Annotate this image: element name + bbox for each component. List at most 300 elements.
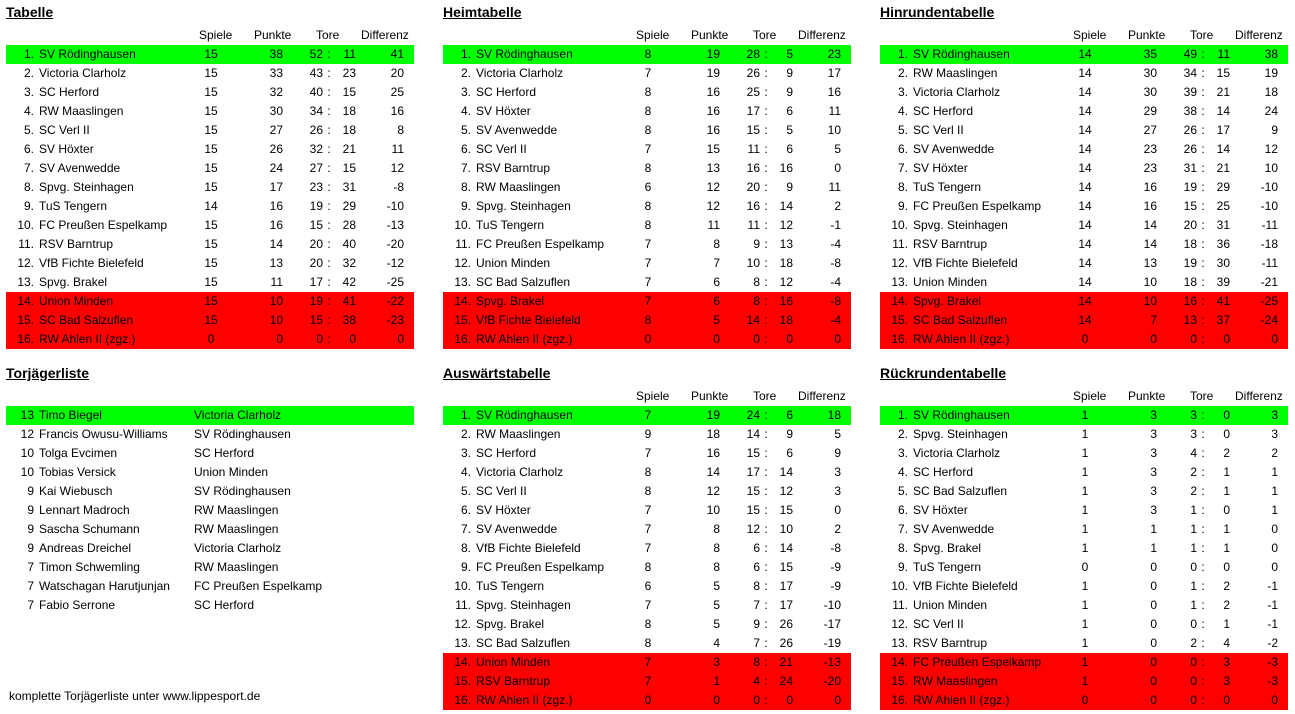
goals-cell: 12 (20, 427, 34, 441)
goals-for-cell: 19 (1183, 256, 1197, 270)
difference-cell: 0 (834, 332, 841, 346)
team-cell: Spvg. Steinhagen (476, 598, 571, 612)
table-row (443, 292, 851, 311)
table-row (880, 539, 1288, 558)
team-cell: SC Bad Salzuflen (913, 484, 1008, 498)
rank-cell: 1. (897, 47, 908, 61)
goal-separator: : (764, 123, 768, 137)
games-cell: 1 (1081, 636, 1089, 650)
table-body (880, 406, 1288, 710)
difference-cell: 41 (390, 47, 404, 61)
goals-for-cell: 0 (1190, 655, 1197, 669)
goals-for-cell: 0 (1190, 332, 1197, 346)
goal-separator: : (1201, 427, 1205, 441)
rank-cell: 15. (891, 674, 908, 688)
difference-cell: 0 (834, 161, 841, 175)
table-row (880, 159, 1288, 178)
table-row (880, 425, 1288, 444)
player-team-cell: Union Minden (194, 465, 269, 479)
points-cell: 0 (1150, 693, 1157, 707)
rank-cell: 3. (460, 446, 471, 460)
goal-separator: : (1201, 332, 1205, 346)
team-cell: TuS Tengern (476, 579, 545, 593)
games-cell: 14 (1078, 85, 1092, 99)
table-row (880, 254, 1288, 273)
column-header-points: Punkte (254, 28, 292, 42)
goals-for-cell: 12 (746, 522, 760, 536)
table-row (880, 577, 1288, 596)
points-cell: 16 (1143, 180, 1157, 194)
team-cell: FC Preußen Espelkamp (476, 560, 605, 574)
scorer-row (6, 463, 414, 482)
goals-for-cell: 0 (753, 332, 760, 346)
games-cell: 14 (1078, 47, 1092, 61)
team-cell: SV Avenwedde (913, 142, 995, 156)
goals-for-cell: 15 (746, 123, 760, 137)
points-cell: 24 (269, 161, 283, 175)
points-cell: 16 (706, 104, 720, 118)
goal-separator: : (764, 142, 768, 156)
team-cell: RSV Barntrup (476, 674, 551, 688)
difference-cell: 0 (1271, 541, 1278, 555)
goals-against-cell: 31 (342, 180, 356, 194)
games-cell: 8 (644, 123, 652, 137)
column-header-games: Spiele (1073, 389, 1107, 403)
goals-for-cell: 1 (1190, 598, 1197, 612)
table-header-row (880, 387, 1288, 406)
goals-against-cell: 1 (1223, 541, 1230, 555)
table-row (443, 691, 851, 710)
goals-against-cell: 14 (779, 465, 793, 479)
table-row (880, 178, 1288, 197)
rank-cell: 14. (454, 294, 471, 308)
team-cell: SC Verl II (476, 142, 527, 156)
goals-for-cell: 17 (309, 275, 323, 289)
difference-cell: 0 (1271, 332, 1278, 346)
team-cell: RW Ahlen II (zgz.) (913, 693, 1010, 707)
games-cell: 8 (644, 617, 652, 631)
goal-separator: : (327, 256, 331, 270)
games-cell: 1 (1081, 579, 1089, 593)
rank-cell: 16. (454, 693, 471, 707)
games-cell: 14 (1078, 256, 1092, 270)
player-name-cell: Tobias Versick (39, 465, 116, 479)
goal-separator: : (327, 66, 331, 80)
team-cell: Spvg. Brakel (39, 275, 108, 289)
rank-cell: 13. (17, 275, 34, 289)
goals-for-cell: 15 (746, 503, 760, 517)
column-header-games: Spiele (636, 28, 670, 42)
goals-against-cell: 1 (1223, 484, 1230, 498)
goal-separator: : (764, 332, 768, 346)
player-name-cell: Francis Owusu-Williams (39, 427, 168, 441)
rank-cell: 1. (460, 47, 471, 61)
goal-separator: : (327, 123, 331, 137)
goals-against-cell: 30 (1216, 256, 1230, 270)
table-row (6, 330, 414, 349)
difference-cell: -8 (830, 294, 841, 308)
table-row (6, 121, 414, 140)
team-cell: TuS Tengern (39, 199, 108, 213)
team-cell: RW Ahlen II (zgz.) (913, 332, 1010, 346)
games-cell: 14 (1078, 142, 1092, 156)
goals-against-cell: 0 (786, 332, 793, 346)
column-header-goals: Tore (316, 28, 340, 42)
difference-cell: -10 (1260, 180, 1278, 194)
goals-for-cell: 34 (309, 104, 323, 118)
goal-separator: : (327, 85, 331, 99)
scorer-row (6, 425, 414, 444)
goal-separator: : (764, 180, 768, 194)
column-header-goals: Tore (753, 28, 777, 42)
games-cell: 7 (644, 655, 652, 669)
rank-cell: 10. (17, 218, 34, 232)
goals-against-cell: 1 (1223, 465, 1230, 479)
games-cell: 0 (207, 332, 215, 346)
goals-against-cell: 18 (779, 313, 793, 327)
team-cell: RW Maaslingen (913, 66, 998, 80)
rank-cell: 10. (454, 579, 471, 593)
rank-cell: 15. (17, 313, 34, 327)
table-title: Heimtabelle (443, 4, 522, 20)
goals-against-cell: 29 (1216, 180, 1230, 194)
rank-cell: 5. (23, 123, 34, 137)
difference-cell: -9 (830, 560, 841, 574)
rank-cell: 2. (897, 66, 908, 80)
goal-separator: : (764, 408, 768, 422)
goal-separator: : (764, 522, 768, 536)
goals-against-cell: 0 (786, 693, 793, 707)
points-cell: 0 (1150, 674, 1157, 688)
difference-cell: -1 (1267, 617, 1278, 631)
goals-against-cell: 6 (786, 408, 793, 422)
goals-for-cell: 39 (1183, 85, 1197, 99)
games-cell: 15 (204, 237, 218, 251)
goals-for-cell: 8 (753, 275, 760, 289)
team-cell: Union Minden (913, 598, 988, 612)
difference-cell: -20 (823, 674, 841, 688)
team-cell: Union Minden (476, 256, 551, 270)
points-cell: 8 (713, 237, 720, 251)
team-cell: VfB Fichte Bielefeld (913, 256, 1018, 270)
team-cell: SC Herford (913, 104, 974, 118)
difference-cell: -13 (386, 218, 404, 232)
games-cell: 0 (644, 693, 652, 707)
column-header-difference: Differenz (798, 28, 846, 42)
rank-cell: 13. (454, 275, 471, 289)
rank-cell: 9. (897, 199, 908, 213)
goals-for-cell: 20 (1183, 218, 1197, 232)
table-row (6, 102, 414, 121)
points-cell: 38 (269, 47, 283, 61)
table-row (443, 216, 851, 235)
goals-cell: 7 (27, 598, 34, 612)
goal-separator: : (764, 674, 768, 688)
rank-cell: 12. (891, 256, 908, 270)
table-row (443, 273, 851, 292)
team-cell: SV Avenwedde (476, 522, 558, 536)
goals-for-cell: 24 (746, 408, 760, 422)
goal-separator: : (764, 218, 768, 232)
goals-against-cell: 21 (1216, 161, 1230, 175)
rank-cell: 4. (897, 104, 908, 118)
goal-separator: : (327, 275, 331, 289)
goals-for-cell: 10 (746, 256, 760, 270)
goals-for-cell: 8 (753, 294, 760, 308)
column-header-difference: Differenz (1235, 389, 1283, 403)
points-cell: 10 (269, 313, 283, 327)
difference-cell: 10 (1264, 161, 1278, 175)
games-cell: 7 (644, 598, 652, 612)
goals-against-cell: 18 (779, 256, 793, 270)
goals-for-cell: 4 (1190, 446, 1197, 460)
goals-against-cell: 15 (779, 560, 793, 574)
difference-cell: -9 (830, 579, 841, 593)
goals-against-cell: 15 (342, 161, 356, 175)
goals-for-cell: 49 (1183, 47, 1197, 61)
rank-cell: 11. (455, 237, 471, 251)
goals-for-cell: 26 (1183, 142, 1197, 156)
games-cell: 7 (644, 294, 652, 308)
goals-against-cell: 13 (779, 237, 793, 251)
points-cell: 13 (706, 161, 720, 175)
goal-separator: : (1201, 161, 1205, 175)
points-cell: 3 (713, 655, 720, 669)
points-cell: 11 (707, 218, 720, 232)
points-cell: 0 (1150, 598, 1157, 612)
goals-for-cell: 11 (747, 218, 760, 232)
points-cell: 30 (1143, 66, 1157, 80)
table-row (443, 140, 851, 159)
team-cell: SV Rödinghausen (913, 408, 1010, 422)
rank-cell: 9. (460, 560, 471, 574)
difference-cell: 5 (834, 427, 841, 441)
team-cell: Union Minden (39, 294, 114, 308)
table-row (880, 216, 1288, 235)
team-cell: SV Rödinghausen (476, 408, 573, 422)
goal-separator: : (764, 465, 768, 479)
difference-cell: 11 (828, 104, 841, 118)
table-body (443, 406, 851, 710)
goal-separator: : (1201, 104, 1205, 118)
goals-against-cell: 10 (779, 522, 793, 536)
rank-cell: 3. (897, 85, 908, 99)
rank-cell: 11. (892, 598, 908, 612)
difference-cell: -11 (1261, 218, 1278, 232)
difference-cell: 16 (827, 85, 841, 99)
goal-separator: : (764, 598, 768, 612)
difference-cell: 0 (834, 503, 841, 517)
scorer-row (6, 577, 414, 596)
goal-separator: : (764, 161, 768, 175)
table-row (880, 64, 1288, 83)
goal-separator: : (764, 294, 768, 308)
points-cell: 1 (713, 674, 720, 688)
points-cell: 6 (713, 275, 720, 289)
goals-for-cell: 14 (746, 313, 760, 327)
difference-cell: -19 (823, 636, 841, 650)
goals-for-cell: 43 (309, 66, 323, 80)
difference-cell: -8 (830, 541, 841, 555)
goals-for-cell: 0 (753, 693, 760, 707)
goal-separator: : (764, 446, 768, 460)
scorer-row (6, 501, 414, 520)
difference-cell: 2 (834, 199, 841, 213)
team-cell: VfB Fichte Bielefeld (913, 579, 1018, 593)
scorer-row (6, 539, 414, 558)
games-cell: 6 (644, 180, 652, 194)
difference-cell: -23 (386, 313, 404, 327)
goals-cell: 9 (27, 503, 34, 517)
difference-cell: 19 (1264, 66, 1278, 80)
games-cell: 14 (204, 199, 218, 213)
difference-cell: 0 (397, 332, 404, 346)
difference-cell: 18 (827, 408, 841, 422)
rank-cell: 4. (23, 104, 34, 118)
difference-cell: 3 (834, 465, 841, 479)
points-cell: 14 (706, 465, 720, 479)
goals-against-cell: 6 (786, 104, 793, 118)
goals-against-cell: 25 (1216, 199, 1230, 213)
goals-cell: 9 (27, 541, 34, 555)
goals-against-cell: 37 (1216, 313, 1230, 327)
difference-cell: 1 (1271, 503, 1278, 517)
goals-against-cell: 16 (779, 294, 793, 308)
goals-against-cell: 0 (1223, 503, 1230, 517)
games-cell: 14 (1078, 294, 1092, 308)
goal-separator: : (327, 199, 331, 213)
rank-cell: 10. (891, 579, 908, 593)
difference-cell: -1 (1267, 598, 1278, 612)
goal-separator: : (1201, 465, 1205, 479)
goals-for-cell: 17 (746, 465, 760, 479)
goal-separator: : (1201, 275, 1205, 289)
goals-against-cell: 17 (1216, 123, 1230, 137)
games-cell: 15 (204, 313, 218, 327)
difference-cell: 25 (390, 85, 404, 99)
rank-cell: 13. (891, 275, 908, 289)
goal-separator: : (1201, 199, 1205, 213)
player-team-cell: SV Rödinghausen (194, 484, 291, 498)
goals-for-cell: 11 (747, 142, 760, 156)
games-cell: 7 (644, 142, 652, 156)
points-cell: 12 (706, 199, 720, 213)
difference-cell: 3 (1271, 408, 1278, 422)
points-cell: 16 (706, 446, 720, 460)
goals-for-cell: 34 (1183, 66, 1197, 80)
games-cell: 8 (644, 199, 652, 213)
points-cell: 3 (1150, 465, 1157, 479)
rank-cell: 6. (897, 142, 908, 156)
team-cell: Spvg. Brakel (913, 541, 982, 555)
rank-cell: 4. (460, 465, 471, 479)
goals-against-cell: 2 (1223, 598, 1230, 612)
goals-against-cell: 1 (1223, 617, 1230, 631)
games-cell: 7 (644, 275, 652, 289)
table-row (443, 235, 851, 254)
table-row (880, 45, 1288, 64)
goal-separator: : (764, 199, 768, 213)
difference-cell: -20 (386, 237, 404, 251)
goals-against-cell: 3 (1223, 674, 1230, 688)
points-cell: 23 (1143, 161, 1157, 175)
games-cell: 1 (1081, 446, 1089, 460)
difference-cell: 12 (390, 161, 404, 175)
games-cell: 8 (644, 47, 652, 61)
team-cell: SC Verl II (39, 123, 90, 137)
points-cell: 0 (1150, 579, 1157, 593)
goals-for-cell: 19 (309, 199, 323, 213)
points-cell: 14 (269, 237, 283, 251)
table-row (880, 406, 1288, 425)
difference-cell: 0 (1271, 522, 1278, 536)
team-cell: Victoria Clarholz (476, 465, 564, 479)
rank-cell: 6. (23, 142, 34, 156)
rank-cell: 1. (23, 47, 34, 61)
goals-for-cell: 8 (753, 579, 760, 593)
table-row (443, 159, 851, 178)
table-header-row (443, 387, 851, 406)
games-cell: 14 (1078, 237, 1092, 251)
points-cell: 8 (713, 560, 720, 574)
team-cell: Spvg. Brakel (476, 617, 545, 631)
table-row (6, 311, 414, 330)
rank-cell: 9. (897, 560, 908, 574)
difference-cell: -4 (830, 275, 841, 289)
games-cell: 8 (644, 313, 652, 327)
goals-against-cell: 17 (779, 579, 793, 593)
goals-for-cell: 0 (1190, 560, 1197, 574)
games-cell: 8 (644, 465, 652, 479)
goals-against-cell: 16 (779, 161, 793, 175)
points-cell: 12 (706, 484, 720, 498)
scorer-list-title: Torjägerliste (6, 365, 89, 381)
goals-for-cell: 4 (753, 674, 760, 688)
games-cell: 1 (1081, 408, 1089, 422)
goals-for-cell: 3 (1190, 408, 1197, 422)
points-cell: 0 (713, 693, 720, 707)
goals-against-cell: 0 (1223, 560, 1230, 574)
games-cell: 15 (204, 275, 218, 289)
goal-separator: : (764, 66, 768, 80)
goals-against-cell: 9 (786, 66, 793, 80)
points-cell: 33 (269, 66, 283, 80)
goal-separator: : (1201, 237, 1205, 251)
goals-against-cell: 4 (1223, 636, 1230, 650)
games-cell: 14 (1078, 104, 1092, 118)
column-header-games: Spiele (1073, 28, 1107, 42)
goal-separator: : (764, 636, 768, 650)
points-cell: 23 (1143, 142, 1157, 156)
goals-for-cell: 40 (309, 85, 323, 99)
table-row (880, 596, 1288, 615)
goal-separator: : (1201, 503, 1205, 517)
goal-separator: : (1201, 123, 1205, 137)
goals-against-cell: 28 (342, 218, 356, 232)
games-cell: 8 (644, 218, 652, 232)
points-cell: 30 (269, 104, 283, 118)
team-cell: Victoria Clarholz (39, 66, 127, 80)
goals-against-cell: 24 (779, 674, 793, 688)
points-cell: 12 (706, 180, 720, 194)
goals-for-cell: 1 (1190, 541, 1197, 555)
goal-separator: : (764, 655, 768, 669)
goals-for-cell: 27 (309, 161, 323, 175)
goals-for-cell: 16 (1183, 294, 1197, 308)
rank-cell: 16. (891, 693, 908, 707)
goals-for-cell: 16 (746, 161, 760, 175)
goals-cell: 9 (27, 484, 34, 498)
